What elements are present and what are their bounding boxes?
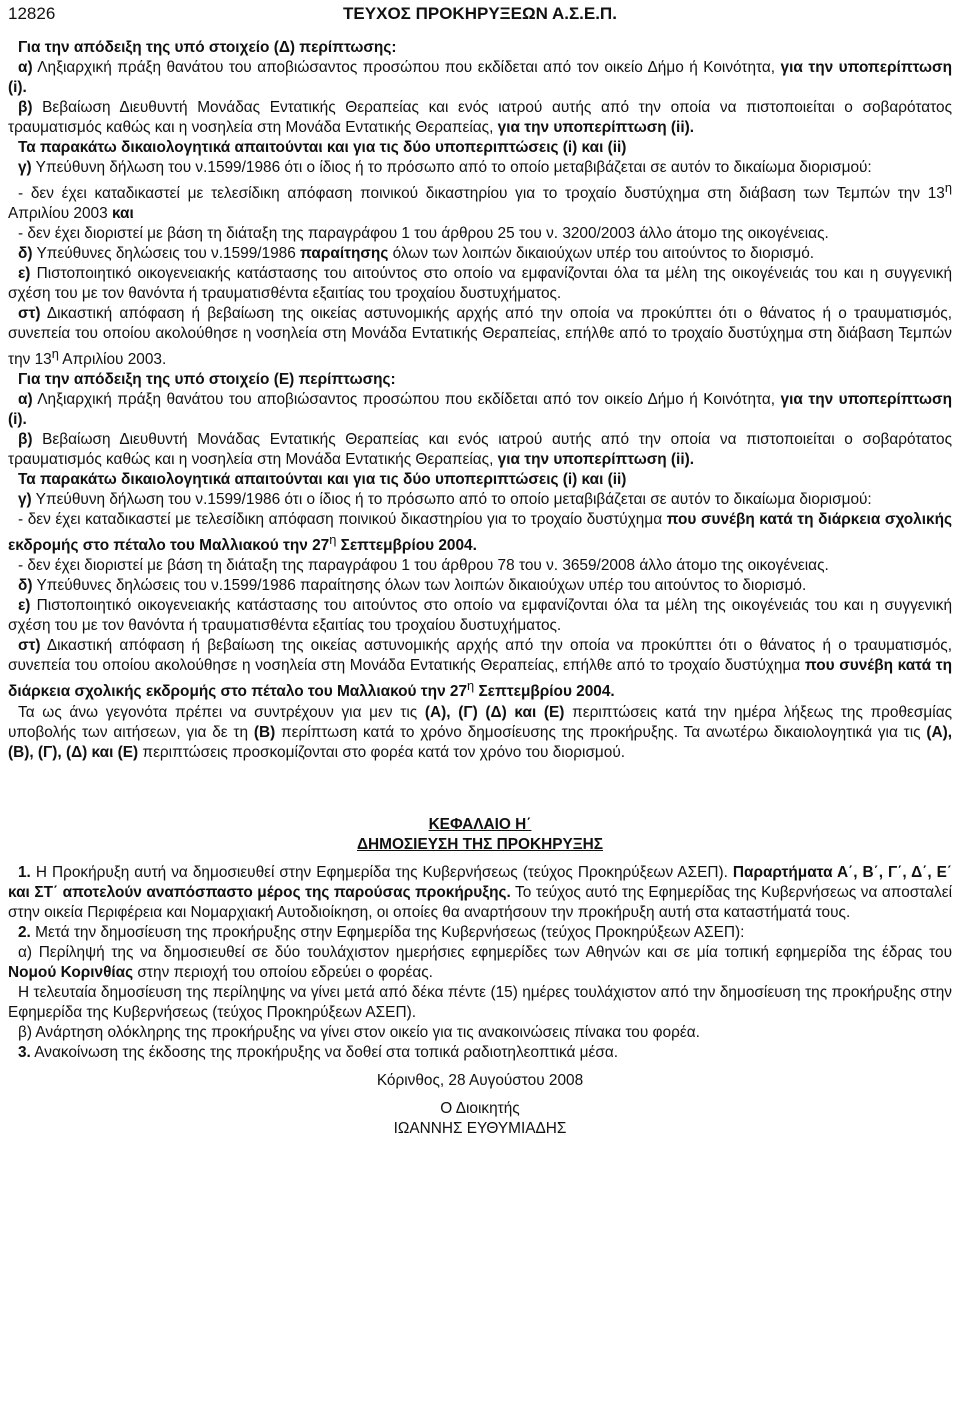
paragraph: 2. Μετά την δημοσίευση της προκήρυξης στην Εφημερίδα της Κυβερνήσεως (τεύχος Προκηρύξεων ΑΣΕΠ): <box>18 923 745 941</box>
signatory-name: ΙΩΑΝΝΗΣ ΕΥΘΥΜΙΑΔΗΣ <box>393 1119 567 1137</box>
paragraph: στ) Δικαστική απόφαση ή βεβαίωση της οικείας αστυνομικής αρχής από την οποία να προκύπτει ότι ο θάνατος ή ο τραυματισμός, συνεπεία του οποίου ακολούθησε η νοσηλεία στη Μονάδα Εντατικής Θεραπείας, επήλθε από το τροχαίο δυστύχημα στη διάβαση Τεμπών την $13^\eta$ Απριλίου 2003. <box>8 305 952 369</box>
paragraph: 3. Ανακοίνωση της έκδοσης της προκήρυξης να δοθεί στα τοπικά ραδιοτηλεοπτικά μέσα. <box>18 1043 619 1061</box>
paragraph: στ) Δικαστική απόφαση ή βεβαίωση της οικείας αστυνομικής αρχής από την οποία να προκύπτει ότι ο θάνατος ή ο τραυματισμός, συνεπεία του οποίου ακολούθησε η νοσηλεία στη Μονάδα Εντατικής Θεραπείας, επήλθε από το τροχαίο δυστύχημα που συνέβη κατά τη διάρκεια σχολικής εκδρομής στο πέταλο του Μαλλιακού την $27^\eta$ Σεπτεμβρίου 2004. <box>8 637 953 701</box>
paragraph: - δεν έχει καταδικαστεί με τελεσίδικη απόφαση ποινικού δικαστηρίου για το τροχαίο δυστύχημα που συνέβη κατά τη διάρκεια σχολικής εκδρομής στο πέταλο του Μαλλιακού την $27^\eta$ Σεπτεμβρίου 2004. <box>8 511 952 555</box>
paragraph: β) Ανάρτηση ολόκληρης της προκήρυξης να γίνει στον οικείο για τις ανακοινώσεις πίνακα του φορέα. <box>18 1023 700 1041</box>
paragraph: α) Ληξιαρχική πράξη θανάτου του αποβιώσαντος προσώπου που εκδίδεται από τον οικείο Δήμο ή Κοινότητα, για την υποπερίπτωση (i). <box>8 59 952 96</box>
section-heading: Για την απόδειξη της υπό στοιχείο (Δ) περίπτωσης: <box>18 39 397 56</box>
chapter-title: ΚΕΦΑΛΑΙΟ Η΄ <box>428 815 532 833</box>
paragraph: ε) Πιστοποιητικό οικογενειακής κατάστασης του αιτούντος στο οποίο να εμφανίζονται όλα τα μέλη της οικογένειάς του και η συγγενική σχέση του με τον θανόντα ή τραυματισθέντα εξαιτίας του τροχαίου δυστυχήματος. <box>8 597 952 635</box>
chapter-heading <box>8 815 952 855</box>
paragraph: Τα παρακάτω δικαιολογητικά απαιτούνται και για τις δύο υποπεριπτώσεις (i) και (ii) <box>18 139 627 156</box>
document-body <box>8 38 952 1139</box>
paragraph: - δεν έχει διοριστεί με βάση τη διάταξη της παραγράφου 1 του άρθρου 78 του ν. 3659/2008 άλλο άτομο της οικογένειας. <box>18 557 829 575</box>
paragraph: β) Βεβαίωση Διευθυντή Μονάδας Εντατικής Θεραπείας και ενός ιατρού αυτής από την οποία να πιστοποιείται ο σοβαρότατος τραυματισμός καθώς και η νοσηλεία στη Μονάδα Εντατικής Θεραπείας, για την υποπερίπτωση (ii). <box>8 431 952 469</box>
paragraph: ε) Πιστοποιητικό οικογενειακής κατάστασης του αιτούντος στο οποίο να εμφανίζονται όλα τα μέλη της οικογένειάς του και η συγγενική σχέση του με τον θανόντα ή τραυματισθέντα εξαιτίας του τροχαίου δυστυχήματος. <box>8 265 952 303</box>
signatory-role: Ο Διοικητής <box>440 1099 520 1117</box>
paragraph: β) Βεβαίωση Διευθυντή Μονάδας Εντατικής Θεραπείας και ενός ιατρού αυτής από την οποία να πιστοποιείται ο σοβαρότατος τραυματισμός καθώς και η νοσηλεία στη Μονάδα Εντατικής Θεραπείας, για την υποπερίπτωση (ii). <box>8 99 952 136</box>
chapter-subtitle: ΔΗΜΟΣΙΕΥΣΗ ΤΗΣ ΠΡΟΚΗΡΥΞΗΣ <box>356 835 604 853</box>
paragraph: Τα παρακάτω δικαιολογητικά απαιτούνται και για τις δύο υποπεριπτώσεις (i) και (ii) <box>18 471 627 489</box>
paragraph: - δεν έχει διοριστεί με βάση τη διάταξη της παραγράφου 1 του άρθρου 25 του ν. 3200/2003 άλλο άτομο της οικογένειας. <box>18 225 829 243</box>
place-date: Κόρινθος, 28 Αυγούστου 2008 <box>376 1071 584 1089</box>
paragraph: γ) Υπεύθυνη δήλωση του ν.1599/1986 ότι ο ίδιος ή το πρόσωπο από το οποίο μεταβιβάζεται σε αυτόν το δικαίωμα διορισμού: <box>18 159 872 176</box>
paragraph: 1. Η Προκήρυξη αυτή να δημοσιευθεί στην Εφημερίδα της Κυβερνήσεως (τεύχος Προκηρύξεων ΑΣΕΠ). Παραρτήματα Α΄, Β΄, Γ΄, Δ΄, Ε΄ και ΣΤ΄ αποτελούν αναπόσπαστο μέρος της παρούσας προκήρυξης. Το τεύχος αυτό της Εφημερίδας της Κυβερνήσεως να αποσταλεί στην οικεία Περιφέρεια και Νομαρχιακή Αυτοδιοίκηση, οι οποίες θα αναρτήσουν την προκήρυξη αυτή στα καταστήματά τους. <box>8 863 952 921</box>
paragraph: δ) Υπεύθυνες δηλώσεις του ν.1599/1986 παραίτησης όλων των λοιπών δικαιούχων υπέρ του αιτούντος το διορισμό. <box>18 245 815 263</box>
paragraph: α) Ληξιαρχική πράξη θανάτου του αποβιώσαντος προσώπου που εκδίδεται από τον οικείο Δήμο ή Κοινότητα, για την υποπερίπτωση (i). <box>8 391 952 429</box>
paragraph: δ) Υπεύθυνες δηλώσεις του ν.1599/1986 παραίτησης όλων των λοιπών δικαιούχων υπέρ του αιτούντος το διορισμό. <box>18 577 807 595</box>
page-number: 12826 <box>8 4 56 23</box>
paragraph: Η τελευταία δημοσίευση της περίληψης να γίνει μετά από δέκα πέντε (15) ημέρες τουλάχιστον από την δημοσίευση της προκήρυξης στην Εφημερίδα της Κυβερνήσεως (τεύχος Προκηρύξεων ΑΣΕΠ). <box>8 983 952 1021</box>
page-header <box>8 0 952 34</box>
paragraph: Τα ως άνω γεγονότα πρέπει να συντρέχουν για μεν τις (Α), (Γ) (Δ) και (Ε) περιπτώσεις κατά την ημέρα λήξεως της προθεσμίας υποβολής των αιτήσεων, για δε τη (Β) περίπτωση κατά το χρόνο δημοσίευσης της προκήρυξης. Τα ανωτέρω δικαιολογητικά για τις (Α), (Β), (Γ), (Δ) και (Ε) περιπτώσεις προσκομίζονται στο φορέα κατά τον χρόνο του διορισμού. <box>8 703 953 761</box>
section-heading: Για την απόδειξη της υπό στοιχείο (Ε) περίπτωσης: <box>18 371 396 389</box>
paragraph: γ) Υπεύθυνη δήλωση του ν.1599/1986 ότι ο ίδιος ή το πρόσωπο από το οποίο μεταβιβάζεται σε αυτόν το δικαίωμα διορισμού: <box>18 491 872 509</box>
paragraph: - δεν έχει καταδικαστεί με τελεσίδικη απόφαση ποινικού δικαστηρίου για το τροχαίο δυστύχημα στη διάβαση των Τεμπών την $13^\eta$ Απριλίου 2003 και <box>8 180 952 223</box>
publication-title: ΤΕΥΧΟΣ ΠΡΟΚΗΡΥΞΕΩΝ Α.Σ.Ε.Π. <box>343 4 617 23</box>
paragraph: α) Περίληψή της να δημοσιευθεί σε δύο τουλάχιστον ημερήσιες εφημερίδες των Αθηνών και σε μία τοπική εφημερίδα της έδρας του Νομού Κορινθίας στην περιοχή του οποίου εδρεύει ο φορέας. <box>8 943 952 981</box>
